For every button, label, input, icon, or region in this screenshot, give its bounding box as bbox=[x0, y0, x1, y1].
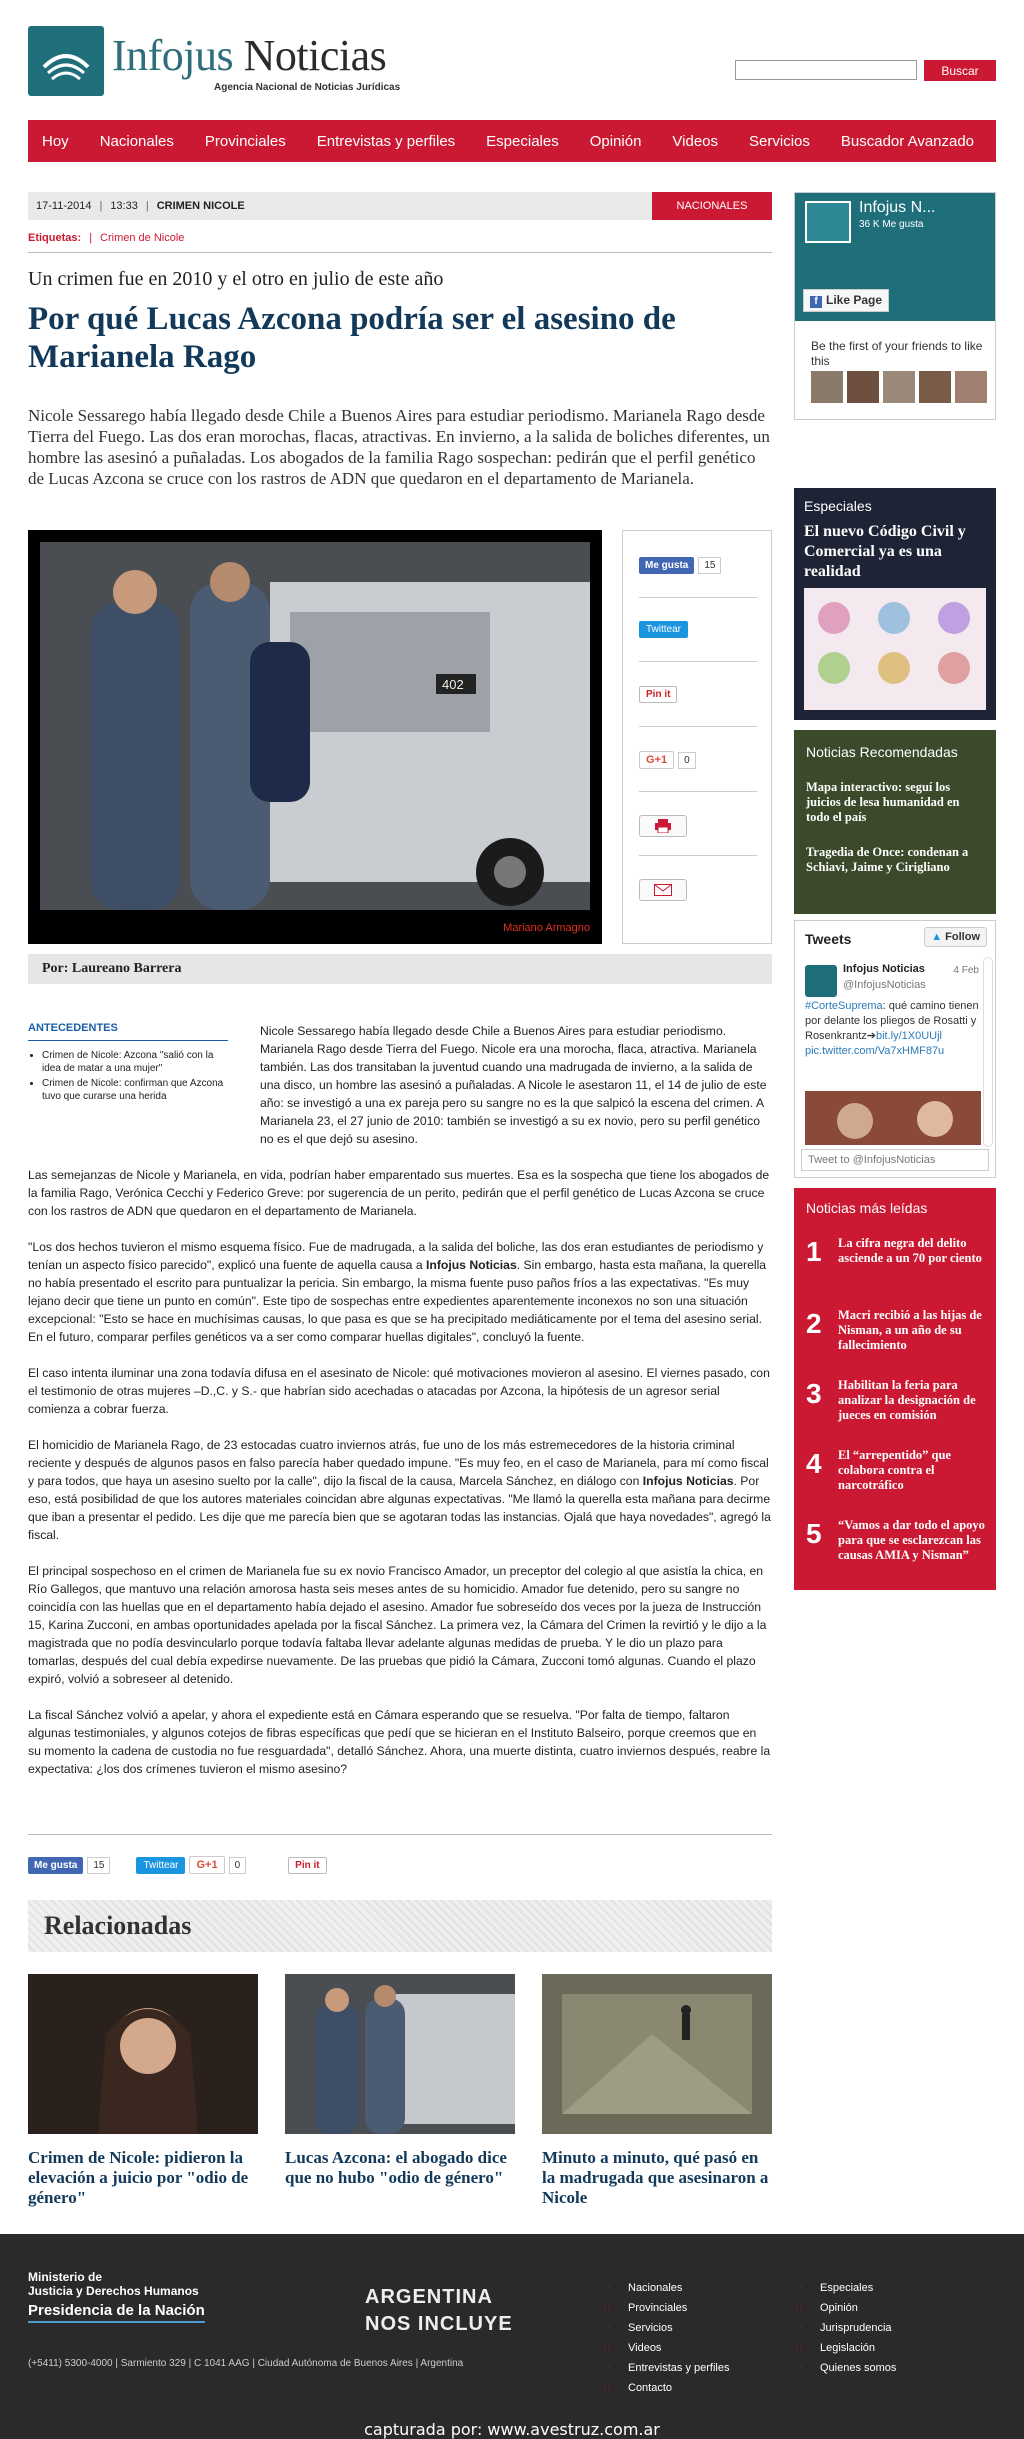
tweet-button[interactable]: Twittear bbox=[639, 621, 688, 638]
hashtag-link[interactable]: #CorteSuprema bbox=[805, 1000, 883, 1012]
fb-like-label: Me gusta bbox=[34, 1859, 78, 1871]
related-card[interactable] bbox=[285, 1974, 515, 2188]
footer-link[interactable]: :: Entrevistas y perfiles bbox=[604, 2361, 730, 2374]
footer-links-col2 bbox=[796, 2280, 896, 2380]
avatar[interactable] bbox=[883, 371, 915, 403]
meta-separator: | bbox=[99, 200, 103, 212]
site-tagline: Agencia Nacional de Noticias Jurídicas bbox=[214, 82, 401, 93]
twitter-bird-icon: ▲ bbox=[931, 931, 943, 943]
article-time: 13:33 bbox=[110, 200, 138, 212]
antecedente-link[interactable]: • Crimen de Nicole: confirman que Azcona tuvo que curarse una herida bbox=[42, 1077, 228, 1103]
divider bbox=[639, 791, 757, 792]
divider bbox=[639, 597, 757, 598]
tweet-text: #CorteSuprema: qué camino tienen por delante los pliegos de Rosatti y Rosenkrantz➔bit.ly/1X0UUjl pic.twitter.com/Va7xHMF87u bbox=[805, 1000, 979, 1057]
footer-argentina-logo[interactable]: ARGENTINA NOS INCLUYE bbox=[365, 2286, 513, 2335]
meta-separator: | bbox=[145, 200, 149, 212]
footer-link[interactable]: :: Contacto bbox=[604, 2381, 673, 2394]
avatar[interactable] bbox=[955, 371, 987, 403]
follow-button[interactable]: ▲ Follow bbox=[924, 927, 987, 947]
nav-item-especiales[interactable]: Especiales bbox=[486, 132, 559, 150]
especiales-label: Especiales bbox=[804, 498, 872, 514]
related-title[interactable]: Crimen de Nicole: pidieron la elevación a juicio por "odio de género" bbox=[28, 2148, 249, 2207]
footer-link[interactable]: :: Especiales bbox=[796, 2281, 874, 2294]
search-button[interactable]: Buscar bbox=[924, 60, 996, 81]
related-card[interactable] bbox=[542, 1974, 772, 2208]
footer-links-col1 bbox=[604, 2280, 729, 2400]
tweet-date[interactable]: 4 Feb bbox=[953, 965, 979, 976]
tweet-row bbox=[639, 621, 688, 638]
svg-text:402: 402 bbox=[442, 677, 464, 692]
fb-like-button[interactable] bbox=[28, 1857, 83, 1874]
mas-leida-item[interactable]: 2 Macri recibió a las hijas de Nisman, a un año de su fallecimiento bbox=[806, 1308, 982, 1352]
nav-item-entrevistas[interactable]: Entrevistas y perfiles bbox=[316, 132, 456, 150]
facebook-widget bbox=[794, 192, 996, 420]
article-paragraph: "Los dos hechos tuvieron el mismo esquema físico. Fue de madrugada, a la salida del boliche, las dos eran estudiantes de periodismo y tenían un aspecto físico parecido", explicó una fuente de aquella causa a Infojus Noticias. Sin embargo, hasta esta mañana, la querella no había presentado el escrito para puntualizar la pericia. Sin embargo, la misma fuente puso paños fríos a las expectativas. "Es muy lejano decir que tiene un punto en común". Este tipo de sospechas entre expedientes aparentemente inconexos no son una situación excepcional: "Esto se hace en muchísimas causas, lo que pasa es que se ha precipitado mediáticamente por el tema del asesino serial. En el futuro, comparar perfiles genéticos va a ser como comparar huellas digitales", concluyó la fuente. bbox=[28, 1240, 767, 1344]
footer-link[interactable]: :: Jurisprudencia bbox=[796, 2321, 892, 2334]
tweet-button[interactable]: Twittear bbox=[136, 1857, 185, 1874]
article-paragraph: El homicidio de Marianela Rago, de 23 estocadas cuatro inviernos atrás, fue uno de los más estremecedores de la historia criminal reciente y después de algunos pasos en falso parecía haber quedado impune. "Es muy feo, en el caso de Marianela, para mí como fiscal y para todos, que haya un asesino suelto por la calle", dijo la fiscal de la causa, Marcela Sánchez, en diálogo con Infojus Noticias. Por eso, está posibilidad de que los autores materiales coincidan abre algunas expectativas. "Me llamó la querella esta mañana para decirme que iban a presentar el pedido. Les dije que me parecía bien que se agotaran todas las instancias. Ojalá que haya novedades", agregó la fiscal. bbox=[28, 1438, 771, 1542]
nav-item-nacionales[interactable]: Nacionales bbox=[99, 132, 174, 150]
site-header bbox=[0, 0, 1024, 120]
bottom-share-bar bbox=[28, 1856, 327, 1874]
mas-leida-item[interactable]: 3 Habilitan la feria para analizar la designación de jueces en comisión bbox=[806, 1378, 976, 1422]
related-title[interactable]: Lucas Azcona: el abogado dice que no hubo "odio de género" bbox=[285, 2148, 507, 2187]
capture-caption: capturada por: www.avestruz.com.ar bbox=[364, 2420, 660, 2439]
avatar[interactable] bbox=[805, 965, 837, 997]
footer-link[interactable]: :: Quienes somos bbox=[796, 2361, 897, 2374]
article-headline: Por qué Lucas Azcona podría ser el asesino de Marianela Rago bbox=[28, 301, 676, 375]
article-paragraph: La fiscal Sánchez volvió a apelar, y ahora el expediente está en Cámara esperando que se resuelva. "Por falta de tiempo, faltaron algunas testimoniales, y algunos cotejos de fibras específicas que pedí que se hicieran en el Instituto Balseiro, porque creemos que en su momento la cadena de custodia no fue resguardada", detalló Sánchez. Ahora, una muerte distinta, cuatro inviernos después, reabre la expectativa: ¿los dos crímenes tuvieron el mismo asesino? bbox=[28, 1708, 771, 1776]
footer-link[interactable]: :: Servicios bbox=[604, 2321, 673, 2334]
article-paragraph: Las semejanzas de Nicole y Marianela, en vida, podrían haber emparentado sus muertes. Esa es la sospecha que tiene los abogados de la familia Rago, Verónica Cecchi y Federico Greve: por sugerencia de un perito, pedirán que el perfil genético de Lucas Azcona se cruce con los rastros de ADN que quedaron en el departamento de Marianela. bbox=[28, 1168, 770, 1218]
infojus-logo-icon[interactable] bbox=[28, 26, 104, 96]
site-logo-text[interactable]: Infojus Noticias bbox=[112, 31, 387, 80]
article-photo[interactable] bbox=[40, 542, 590, 910]
article-lede: Nicole Sessarego había llegado desde Chile a Buenos Aires para estudiar periodismo. Marianela Rago desde Tierra del Fuego. Las dos eran morochas, flacas, atractivas. En invierno, a la salida de boliches diferentes, un hombre las asesinó a puñaladas. Los abogados de la familia Rago sospechan: pedirán que el perfil genético de Lucas Azcona se cruce con los rastros de ADN que quedaron en el departamento de Marianela. bbox=[28, 406, 770, 488]
related-image[interactable] bbox=[542, 1974, 772, 2134]
footer-address: (+5411) 5300-4000 | Sarmiento 329 | C 1041 AAG | Ciudad Autónoma de Buenos Aires | Argentina bbox=[28, 2358, 464, 2369]
nav-item-provinciales[interactable]: Provinciales bbox=[204, 132, 286, 150]
article-section-badge[interactable]: NACIONALES bbox=[652, 192, 772, 220]
mas-leida-item[interactable]: 5 “Vamos a dar todo el apoyo para que se esclarezcan las causas AMIA y Nisman” bbox=[806, 1518, 985, 1562]
share-column bbox=[622, 530, 772, 944]
avatar[interactable] bbox=[847, 371, 879, 403]
article-paragraph: El caso intenta iluminar una zona todavía difusa en el asesinato de Nicole: qué motivaciones movieron al asesino. El viernes pasado, con el testimonio de otras mujeres –D.,C. y S.- que habrían sido acechadas o atacadas por Azcona, la hipótesis de un agresor serial comienza a cobrar fuerza. bbox=[28, 1366, 770, 1416]
site-footer bbox=[0, 2234, 1024, 2439]
antecedente-link[interactable]: • Crimen de Nicole: Azcona "salió con la idea de matar a una mujer" bbox=[42, 1049, 228, 1075]
footer-link[interactable]: :: Provinciales bbox=[604, 2301, 688, 2314]
avatar[interactable] bbox=[811, 371, 843, 403]
gplus-row bbox=[639, 751, 696, 769]
divider bbox=[639, 855, 757, 856]
fb-friend-faces bbox=[811, 371, 991, 403]
gplus-count: 0 bbox=[229, 1857, 247, 1874]
tweet-handle[interactable]: @InfojusNoticias bbox=[843, 979, 926, 991]
related-title[interactable]: Minuto a minuto, qué pasó en la madrugada que asesinaron a Nicole bbox=[542, 2148, 769, 2207]
facebook-icon: f bbox=[810, 296, 822, 308]
footer-link[interactable]: :: Nacionales bbox=[604, 2281, 683, 2294]
antecedentes-title: ANTECEDENTES bbox=[28, 1022, 228, 1041]
related-header: Relacionadas bbox=[28, 1900, 772, 1952]
nav-item-buscador[interactable]: Buscador Avanzado bbox=[840, 132, 975, 150]
tweet-to-input[interactable]: Tweet to @InfojusNoticias bbox=[801, 1149, 989, 1171]
nav-item-hoy[interactable]: Hoy bbox=[42, 132, 69, 150]
article-byline: Por: Laureano Barrera bbox=[28, 954, 772, 984]
fb-page-name[interactable]: Infojus N... bbox=[859, 199, 936, 216]
mas-leida-item[interactable]: 4 El “arrepentido” que colabora contra el narcotráfico bbox=[806, 1448, 951, 1492]
article-category-link[interactable]: CRIMEN NICOLE bbox=[156, 200, 245, 212]
article-date: 17-11-2014 bbox=[36, 200, 92, 212]
fb-like-page-button[interactable]: f Like Page bbox=[803, 289, 889, 312]
recomendadas-widget bbox=[794, 730, 996, 914]
footer-link[interactable]: :: Legislación bbox=[796, 2341, 876, 2354]
print-row bbox=[639, 815, 687, 837]
search-input[interactable] bbox=[735, 60, 917, 80]
gplus-button[interactable]: G+1 bbox=[639, 751, 674, 769]
article-body bbox=[28, 1022, 772, 1796]
mas-leidas-widget bbox=[794, 1188, 996, 1590]
related-card[interactable] bbox=[28, 1974, 258, 2208]
twitter-widget bbox=[794, 920, 996, 1178]
email-icon[interactable] bbox=[639, 879, 687, 901]
page-avatar-icon bbox=[805, 201, 851, 243]
email-row bbox=[639, 879, 687, 901]
gplus-count: 0 bbox=[678, 752, 696, 769]
divider bbox=[639, 661, 757, 662]
mas-leida-item[interactable]: 1 La cifra negra del delito asciende a un 70 por ciento bbox=[806, 1236, 982, 1267]
fb-like-count: 15 bbox=[87, 1857, 110, 1874]
footer-ministry[interactable]: Ministerio de Justicia y Derechos Humanos bbox=[28, 2270, 199, 2298]
recomendada-link[interactable]: Tragedia de Once: condenan a Schiavi, Jaime y Cirigliano bbox=[806, 845, 969, 874]
especiales-widget bbox=[794, 488, 996, 720]
article-tags: Etiquetas: | Crimen de Nicole bbox=[28, 232, 185, 244]
recomendada-link[interactable]: Mapa interactivo: seguí los juicios de lesa humanidad en todo el país bbox=[806, 780, 960, 824]
especiales-title[interactable]: El nuevo Código Civil y Comercial ya es una realidad bbox=[804, 523, 966, 580]
mas-leidas-label: Noticias más leídas bbox=[806, 1200, 928, 1216]
fb-like-row bbox=[639, 557, 721, 574]
recomendadas-label: Noticias Recomendadas bbox=[806, 744, 958, 760]
pinit-button[interactable]: Pin it bbox=[288, 1857, 326, 1874]
article-paragraph: El principal sospechoso en el crimen de Marianela fue su ex novio Francisco Amador, un preceptor del colegio al que asistía la chica, en Río Gallegos, que mantuvo una relación amorosa hasta seis meses antes de su homicidio. Amador fue detenido, pero su sangre no coincidía con las huellas que en el departamento había dejado el asesino. Amador fue sobreseído dos veces por la jueza de Instrucción 15, Karina Zucconi, en ambas oportunidades apelada por la fiscal Sánchez. La primera vez, la Cámara del Crimen la revirtió y le dijo a la magistrada que no podía desvincularlo porque todavía faltaba llevar adelante algunas medidas de prueba. Y le dio un plazo para tomarlas, después del cual debía expedirse nuevamente. De las pruebas que pidió la Cámara, Zucconi tomó algunas. Cuando el plazo expiró, volvió a sobreseer al detenido. bbox=[28, 1564, 767, 1686]
brand-mention: Infojus Noticias bbox=[426, 1258, 517, 1272]
divider bbox=[639, 726, 757, 727]
article-kicker: Un crimen fue en 2010 y el otro en julio de este año bbox=[28, 268, 444, 290]
footer-link[interactable]: :: Opinión bbox=[796, 2301, 858, 2314]
tweets-label: Tweets bbox=[805, 931, 852, 947]
gplus-button[interactable]: G+1 bbox=[189, 1856, 224, 1874]
article-paragraph: Nicole Sessarego había llegado desde Chile a Buenos Aires para estudiar periodismo. Marianela Rago desde Tierra del Fuego. Nicole era una morocha, flaca, atractiva. Marianela también. Las dos transitaban la juventud cuando una madrugada de invierno, a la salida de una disco, un hombre las asesinó a puñaladas. A Nicole le asestaron 11, el 14 de julio de este año: se investigó a una ex pareja pero su sangre no es la que salpicó la escena del crimen. A Marianela 23, el 27 junio de 2010: también se investigó a su ex novio, pero su perfil genético no es el que dejó su asesino. bbox=[260, 1024, 767, 1146]
brand-mention: Infojus Noticias bbox=[642, 1474, 734, 1488]
tweet-link[interactable]: bit.ly/1X0UUjl bbox=[875, 1030, 942, 1042]
scrollbar[interactable] bbox=[983, 957, 993, 1147]
tweet-image[interactable] bbox=[805, 1091, 981, 1145]
tweet-author[interactable]: Infojus Noticias bbox=[843, 963, 925, 975]
avatar[interactable] bbox=[919, 371, 951, 403]
tags-label: Etiquetas: bbox=[28, 232, 82, 244]
fb-like-label: Me gusta bbox=[645, 560, 689, 571]
main-nav bbox=[28, 120, 996, 162]
nav-item-servicios[interactable]: Servicios bbox=[749, 132, 810, 150]
related-image[interactable] bbox=[28, 1974, 258, 2134]
divider bbox=[28, 1834, 772, 1835]
print-icon[interactable] bbox=[639, 815, 687, 837]
divider bbox=[28, 252, 772, 253]
nav-item-videos[interactable]: Videos bbox=[672, 132, 719, 150]
photo-credit: Mariano Armagno bbox=[503, 922, 590, 934]
fb-like-button[interactable] bbox=[639, 557, 694, 574]
pinit-button[interactable]: Pin it bbox=[639, 686, 677, 703]
nav-item-opinion[interactable]: Opinión bbox=[589, 132, 642, 150]
fb-like-count: 15 bbox=[698, 557, 721, 574]
footer-link[interactable]: :: Videos bbox=[604, 2341, 662, 2354]
footer-presidency[interactable]: Presidencia de la Nación bbox=[28, 2302, 205, 2323]
related-image[interactable] bbox=[285, 1974, 515, 2134]
pin-row bbox=[639, 686, 677, 703]
tweet-media-link[interactable]: pic.twitter.com/Va7xHMF87u bbox=[805, 1045, 945, 1057]
fb-page-likes: 36 K Me gusta bbox=[859, 219, 924, 230]
especiales-image[interactable] bbox=[804, 588, 986, 710]
tag-link[interactable]: Crimen de Nicole bbox=[100, 232, 185, 244]
article-photo-frame bbox=[28, 530, 602, 944]
fb-friends-text: Be the first of your friends to like this bbox=[811, 339, 983, 368]
